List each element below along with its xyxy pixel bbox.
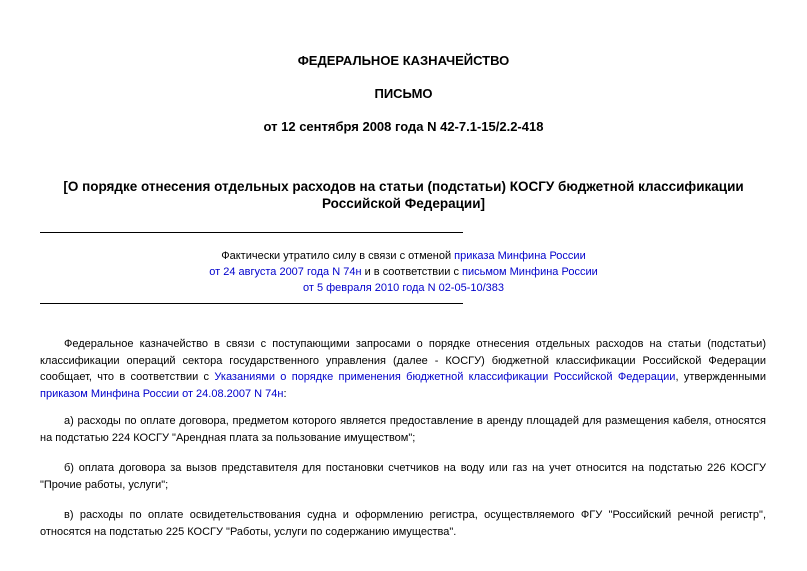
paragraph-text: Федеральное казначейство в связи с поступающими запросами о порядке отнесения отдельных расходов на статьи (подстатьи) классификации операций сектора государственного управления (далее - КОСГУ) бюджетной классификации Российской Федерации сообщает, что в соответствии с xyxy=(40,338,766,383)
status-text: Фактически утратило силу в связи с отменой xyxy=(221,250,455,262)
document-date-number: от 12 сентября 2008 года N 42-7.1-15/2.2-418 xyxy=(263,119,544,134)
body-paragraph-a: а) расходы по оплате договора, предметом которого является предоставление в аренду площадей для размещения кабеля, относятся на подстатью 224 КОСГУ "Арендная плата за пользование имуществом"; xyxy=(40,415,766,444)
link-minfin-order-74n[interactable]: приказом Минфина России от 24.08.2007 N 74н xyxy=(40,387,284,400)
body-paragraph-c: в) расходы по оплате освидетельствования судна и оформлению регистра, осуществляемого ФГУ "Российский речной регистр", относятся на подстатью 225 КОСГУ "Работы, услуги по содержанию имущества". xyxy=(40,509,766,538)
link-minfin-letter[interactable]: письмом Минфина России xyxy=(462,266,598,278)
link-letter-date[interactable]: от 5 февраля 2010 года N 02-05-10/383 xyxy=(302,282,505,294)
status-line2 xyxy=(40,264,767,280)
body-paragraph-b: б) оплата договора за вызов представителя для постановки счетчиков на воду или газ на учет относится на подстатью 226 КОСГУ "Прочие работы, услуги"; xyxy=(40,462,766,491)
status-bottom-divider xyxy=(40,303,463,304)
paragraph-text: , утвержденными xyxy=(675,371,766,383)
status-top-divider xyxy=(40,232,463,233)
status-line3 xyxy=(40,280,767,296)
document-title-line2: Российской Федерации] xyxy=(322,196,485,211)
paragraph-text: : xyxy=(283,387,287,400)
document-title-line1: [О порядке отнесения отдельных расходов на статьи (подстатьи) КОСГУ бюджетной классификации xyxy=(63,179,744,194)
status-text: и в соответствии с xyxy=(361,266,463,278)
issuer-heading: ФЕДЕРАЛЬНОЕ КАЗНАЧЕЙСТВО xyxy=(297,53,510,68)
body-paragraph-intro xyxy=(40,336,766,402)
link-order-date[interactable]: от 24 августа 2007 года N 74н xyxy=(209,266,362,278)
status-line1 xyxy=(40,248,767,264)
link-minfin-order[interactable]: приказа Минфина России xyxy=(454,250,586,262)
document-type-heading: ПИСЬМО xyxy=(374,86,433,101)
link-budget-classification-instructions[interactable]: Указаниями о порядке применения бюджетной классификации Российской Федерации xyxy=(214,371,676,383)
